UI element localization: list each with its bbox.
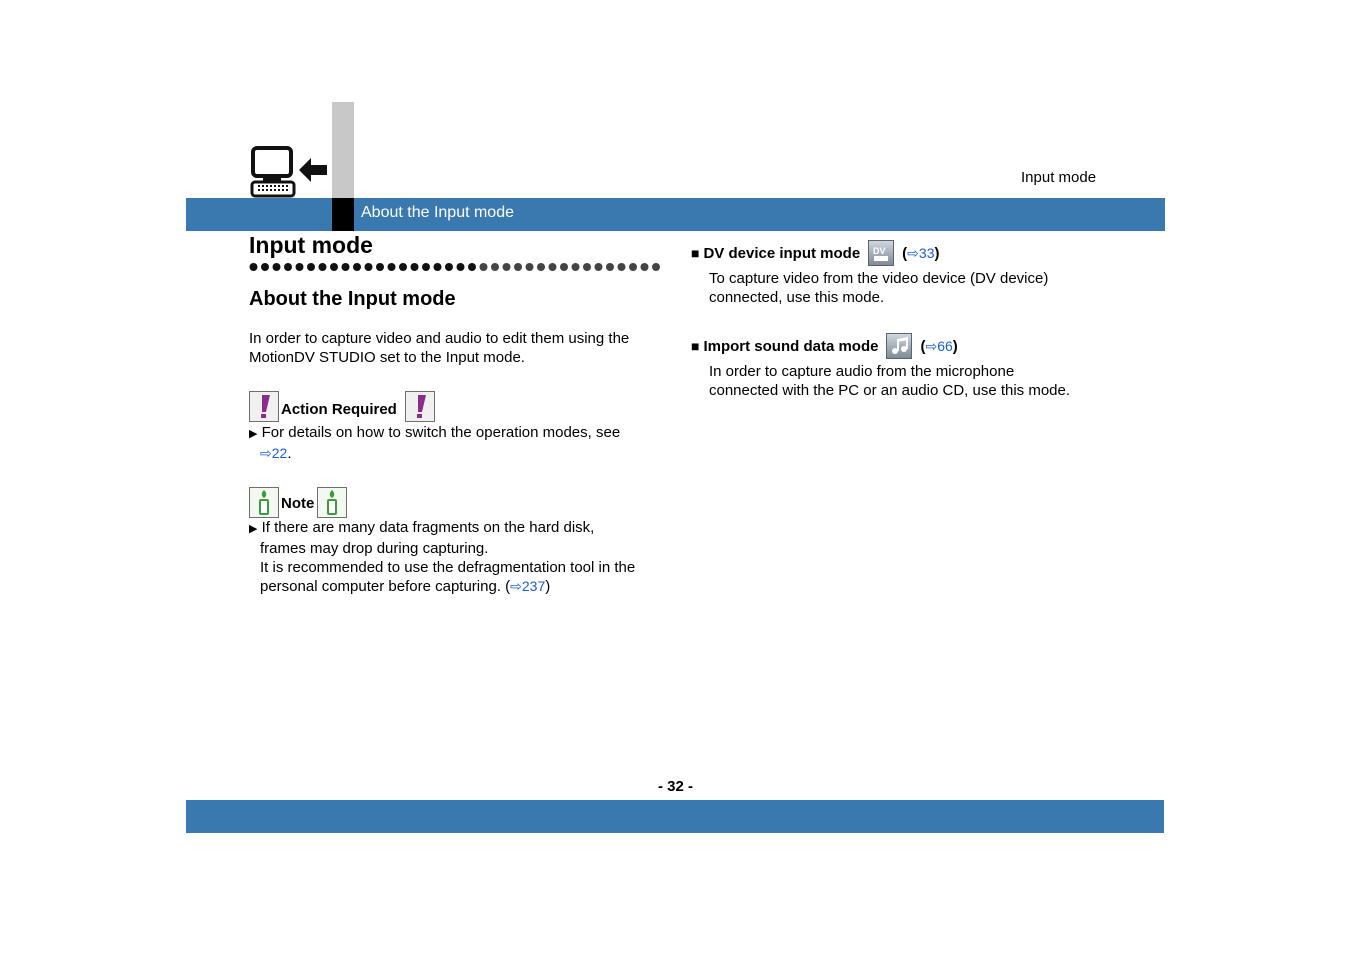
note-icon	[249, 487, 279, 518]
divider-dot	[388, 263, 396, 271]
page-link-66[interactable]: ⇨66	[925, 337, 953, 354]
header-black-tab	[332, 198, 354, 231]
divider-dot	[514, 263, 522, 271]
divider-dot	[296, 263, 304, 271]
mode-title: DV device input mode	[703, 244, 861, 262]
divider-dot	[261, 263, 269, 271]
divider-dot	[503, 263, 511, 271]
divider-dot	[641, 263, 649, 271]
divider-dot	[445, 263, 453, 271]
footer-bar	[186, 800, 1164, 833]
running-title: Input mode	[1021, 169, 1097, 186]
triangle-bullet-icon: ▶	[249, 523, 258, 535]
divider-dot	[549, 263, 557, 271]
triangle-bullet-icon: ▶	[249, 428, 258, 440]
action-required-label: Action Required	[281, 401, 397, 418]
music-note-icon	[886, 333, 912, 359]
computer-input-icon	[249, 146, 329, 198]
divider-dot	[572, 263, 580, 271]
mode-description: connected with the PC or an audio CD, use this mode.	[709, 382, 1071, 399]
divider-dot	[537, 263, 545, 271]
page-title: Input mode	[249, 232, 373, 258]
action-required-icon	[249, 391, 279, 422]
mode-dv-device: ■ DV device input mode DV ( ⇨33 ) To capture video from the video device (DV device) connected, use this mode.	[691, 239, 1151, 307]
divider-dot	[330, 263, 338, 271]
page-link-237[interactable]: ⇨237	[510, 578, 546, 594]
divider-dot	[652, 263, 660, 271]
header-grey-tab	[332, 102, 354, 198]
mode-description: To capture video from the video device (DV device)	[709, 270, 1049, 287]
divider-dot	[365, 263, 373, 271]
divider-dot	[595, 263, 603, 271]
divider-dot	[422, 263, 430, 271]
mode-title: Import sound data mode	[703, 337, 879, 355]
note-icon	[317, 487, 347, 518]
intro-line: In order to capture video and audio to edit them using the	[249, 330, 630, 347]
divider-dot	[353, 263, 361, 271]
mode-description: In order to capture audio from the microphone	[709, 363, 1015, 380]
divider-dot	[411, 263, 419, 271]
svg-text:DV: DV	[873, 246, 886, 256]
divider-dot	[307, 263, 315, 271]
divider-dot	[606, 263, 614, 271]
divider-dot	[618, 263, 626, 271]
divider-dot	[342, 263, 350, 271]
page-link-33[interactable]: ⇨33	[907, 244, 935, 261]
square-bullet-icon: ■	[691, 245, 700, 261]
page-link-22[interactable]: ⇨22	[260, 445, 288, 461]
intro-line: MotionDV STUDIO set to the Input mode.	[249, 349, 525, 366]
divider-dot	[399, 263, 407, 271]
note-text: ▶ If there are many data fragments on the hard disk, frames may drop during capturing. It is recommended to use the defragmentation tool in the personal computer before capturing. (⇨237)	[249, 519, 636, 595]
divider-dot	[457, 263, 465, 271]
divider-dot	[376, 263, 384, 271]
page-number: - 32 -	[657, 778, 693, 795]
square-bullet-icon: ■	[691, 338, 700, 354]
divider-dot	[434, 263, 442, 271]
section-label: About the Input mode	[361, 204, 514, 221]
note-label: Note	[281, 495, 315, 512]
divider-dot	[583, 263, 591, 271]
mode-description: connected, use this mode.	[709, 289, 885, 306]
divider-dot	[491, 263, 499, 271]
section-heading: About the Input mode	[249, 288, 456, 310]
divider-dot	[284, 263, 292, 271]
divider-dot	[629, 263, 637, 271]
dv-device-icon	[868, 240, 894, 266]
divider-dot	[560, 263, 568, 271]
divider-dot	[319, 263, 327, 271]
intro-paragraph	[249, 329, 669, 367]
divider-dot	[250, 263, 258, 271]
divider-dot	[273, 263, 281, 271]
mode-import-sound: ■ Import sound data mode ( ⇨66 ) In order to capture audio from the microphone connected with the PC or an audio CD, use this mode.	[691, 332, 1151, 400]
dotted-divider	[249, 262, 661, 272]
divider-dot	[480, 263, 488, 271]
action-required-text: ▶ For details on how to switch the operation modes, see ⇨22.	[249, 424, 621, 462]
divider-dot	[526, 263, 534, 271]
divider-dot	[468, 263, 476, 271]
action-required-icon	[405, 391, 435, 422]
